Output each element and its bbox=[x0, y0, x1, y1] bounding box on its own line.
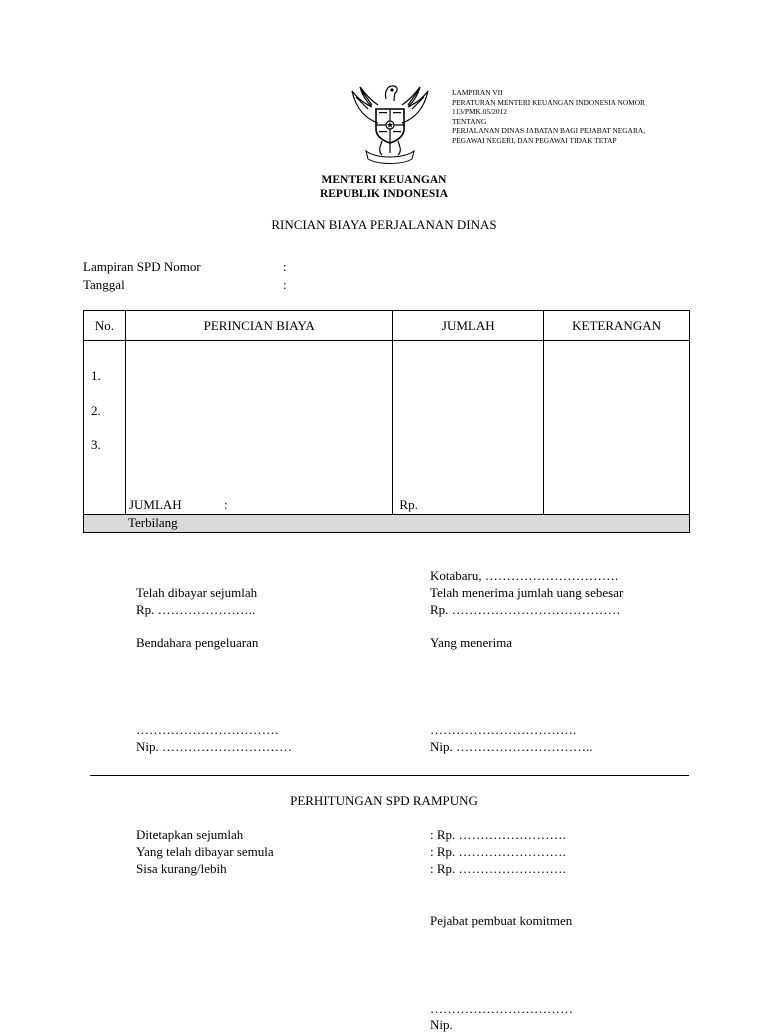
settlement-value: : Rp. ……………………. bbox=[430, 844, 566, 859]
recipient-name-line: ……………………………. bbox=[430, 722, 577, 737]
attachment-line: PERJALANAN DINAS JABATAN BAGI PEJABAT NEGARA, bbox=[452, 126, 646, 136]
settlement-label: Ditetapkan sejumlah bbox=[136, 827, 244, 842]
table-header-row bbox=[84, 311, 690, 341]
number-cell bbox=[84, 341, 126, 515]
ministry-line: REPUBLIK INDONESIA bbox=[319, 188, 449, 200]
attachment-line: PEGAWAI NEGERI, DAN PEGAWAI TIDAK TETAP bbox=[452, 135, 617, 145]
spd-number-label: Lampiran SPD Nomor bbox=[83, 259, 201, 274]
document-title: RINCIAN BIAYA PERJALANAN DINAS bbox=[271, 217, 497, 232]
header-cost-detail: PERINCIAN BIAYA bbox=[125, 311, 392, 341]
paid-amount: Rp. ………………….. bbox=[136, 602, 256, 617]
recipient-nip: Nip. ………………………….. bbox=[430, 739, 593, 754]
row-number: 1. bbox=[91, 368, 101, 383]
ministry-name bbox=[0, 173, 768, 201]
settlement-label: Sisa kurang/lebih bbox=[136, 861, 227, 876]
spd-number-colon: : bbox=[283, 259, 287, 274]
attachment-reference bbox=[452, 88, 645, 146]
row-number: 2. bbox=[91, 402, 101, 418]
amount-cell[interactable] bbox=[393, 341, 544, 515]
settlement-label: Yang telah dibayar semula bbox=[136, 844, 274, 859]
header-amount: JUMLAH bbox=[393, 311, 544, 341]
garuda-emblem-icon bbox=[348, 79, 432, 165]
section-divider bbox=[90, 775, 689, 776]
treasurer-name-line: …………………………… bbox=[136, 722, 279, 737]
settlement-value: : Rp. ……………………. bbox=[430, 827, 566, 842]
treasurer-nip: Nip. ………………………… bbox=[136, 739, 292, 754]
spelled-amount-label: Terbilang bbox=[128, 515, 178, 530]
total-colon: : bbox=[223, 497, 228, 512]
total-label: JUMLAH bbox=[128, 497, 182, 512]
settlement-value: : Rp. ……………………. bbox=[430, 861, 566, 876]
date-label: Tanggal bbox=[83, 277, 125, 292]
attachment-line: 113/PMK.05/2012 bbox=[452, 107, 507, 117]
received-label: Telah menerima jumlah uang sebesar bbox=[430, 585, 624, 600]
attachment-line: TENTANG bbox=[452, 116, 487, 126]
recipient-role: Yang menerima bbox=[430, 635, 513, 650]
header-no: No. bbox=[84, 311, 126, 341]
cost-detail-cell[interactable] bbox=[125, 341, 392, 515]
table-row bbox=[84, 341, 690, 515]
spelled-amount-row bbox=[84, 515, 690, 533]
header-remarks: KETERANGAN bbox=[544, 311, 690, 341]
total-currency: Rp. bbox=[399, 497, 418, 512]
ministry-line: MENTERI KEUANGAN bbox=[321, 174, 447, 186]
official-nip: Nip. bbox=[430, 1017, 453, 1032]
settlement-title: PERHITUNGAN SPD RAMPUNG bbox=[290, 793, 478, 808]
number-list bbox=[91, 359, 101, 463]
spelled-amount-cell[interactable] bbox=[84, 515, 690, 533]
received-amount: Rp. ………………………………… bbox=[430, 602, 621, 617]
place-date: Kotabaru, …………………………. bbox=[430, 568, 619, 583]
date-colon: : bbox=[283, 277, 287, 292]
paid-label: Telah dibayar sejumlah bbox=[136, 585, 258, 600]
cost-detail-table bbox=[83, 310, 690, 533]
official-role: Pejabat pembuat komitmen bbox=[430, 913, 573, 928]
remarks-cell[interactable] bbox=[544, 341, 690, 515]
row-number: 3. bbox=[91, 437, 101, 452]
treasurer-role: Bendahara pengeluaran bbox=[136, 635, 259, 650]
attachment-line: PERATURAN MENTERI KEUANGAN INDONESIA NOMOR bbox=[452, 97, 645, 107]
official-name-line: …………………………… bbox=[430, 1001, 573, 1016]
attachment-line: LAMPIRAN VII bbox=[452, 88, 503, 97]
